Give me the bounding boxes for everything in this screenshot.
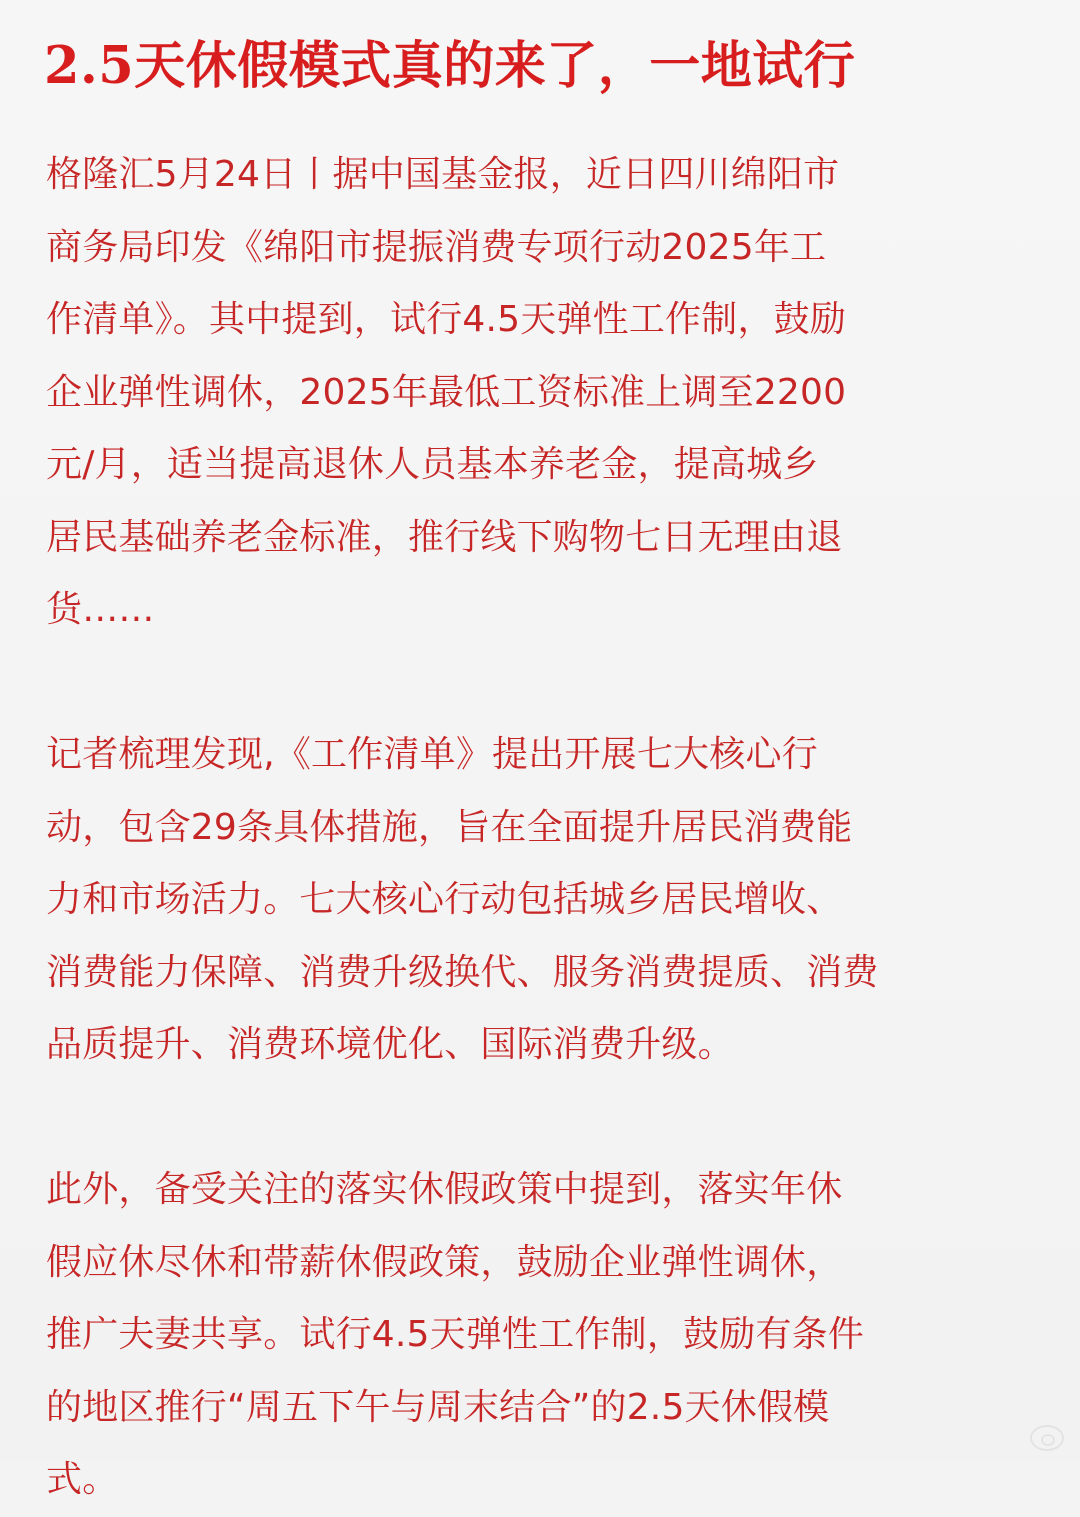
paragraph-2 — [46, 719, 1036, 1082]
text-line: 元/月，适当提高退休人员基本养老金，提高城乡 — [46, 444, 819, 485]
text-line: 推广夫妻共享。试行4.5天弹性工作制，鼓励有条件 — [46, 1314, 865, 1355]
watermark — [1030, 1422, 1064, 1454]
text-line: 消费能力保障、消费升级换代、服务消费提质、消费 — [46, 951, 879, 993]
text-line: 力和市场活力。七大核心行动包括城乡居民增收、 — [46, 879, 843, 920]
text-line: 作清单》。其中提到，试行4.5天弹性工作制，鼓励 — [46, 299, 847, 340]
text-line: 企业弹性调休，2025年最低工资标准上调至2200 — [46, 371, 847, 413]
text-line: 格隆汇5月24日丨据中国基金报，近日四川绵阳市 — [46, 154, 840, 195]
text-line: 假应休尽休和带薪休假政策，鼓励企业弹性调休， — [46, 1241, 843, 1283]
text-line: 记者梳理发现,《工作清单》提出开展七大核心行 — [46, 734, 818, 775]
text-line: 动，包含29条具体措施，旨在全面提升居民消费能 — [46, 806, 853, 848]
text-line: 货…… — [46, 589, 155, 630]
weibo-logo-icon — [1030, 1425, 1064, 1451]
text-line: 此外，备受关注的落实休假政策中提到，落实年休 — [46, 1169, 843, 1210]
text-line: 式。 — [46, 1459, 119, 1500]
text-line: 品质提升、消费环境优化、国际消费升级。 — [46, 1024, 734, 1065]
paragraph-spacer — [46, 1082, 1036, 1155]
text-line: 居民基础养老金标准，推行线下购物七日无理由退 — [46, 516, 843, 558]
article-title: 2.5天休假模式真的来了，一地试行 — [44, 36, 856, 96]
article-body — [46, 139, 1036, 1517]
text-line: 商务局印发《绵阳市提振消费专项行动2025年工 — [46, 226, 827, 268]
paragraph-spacer — [46, 647, 1036, 720]
text-line: 的地区推行“周五下午与周末结合”的2.5天休假模 — [46, 1386, 830, 1428]
paragraph-1 — [46, 139, 1036, 647]
paragraph-3 — [46, 1154, 1036, 1517]
